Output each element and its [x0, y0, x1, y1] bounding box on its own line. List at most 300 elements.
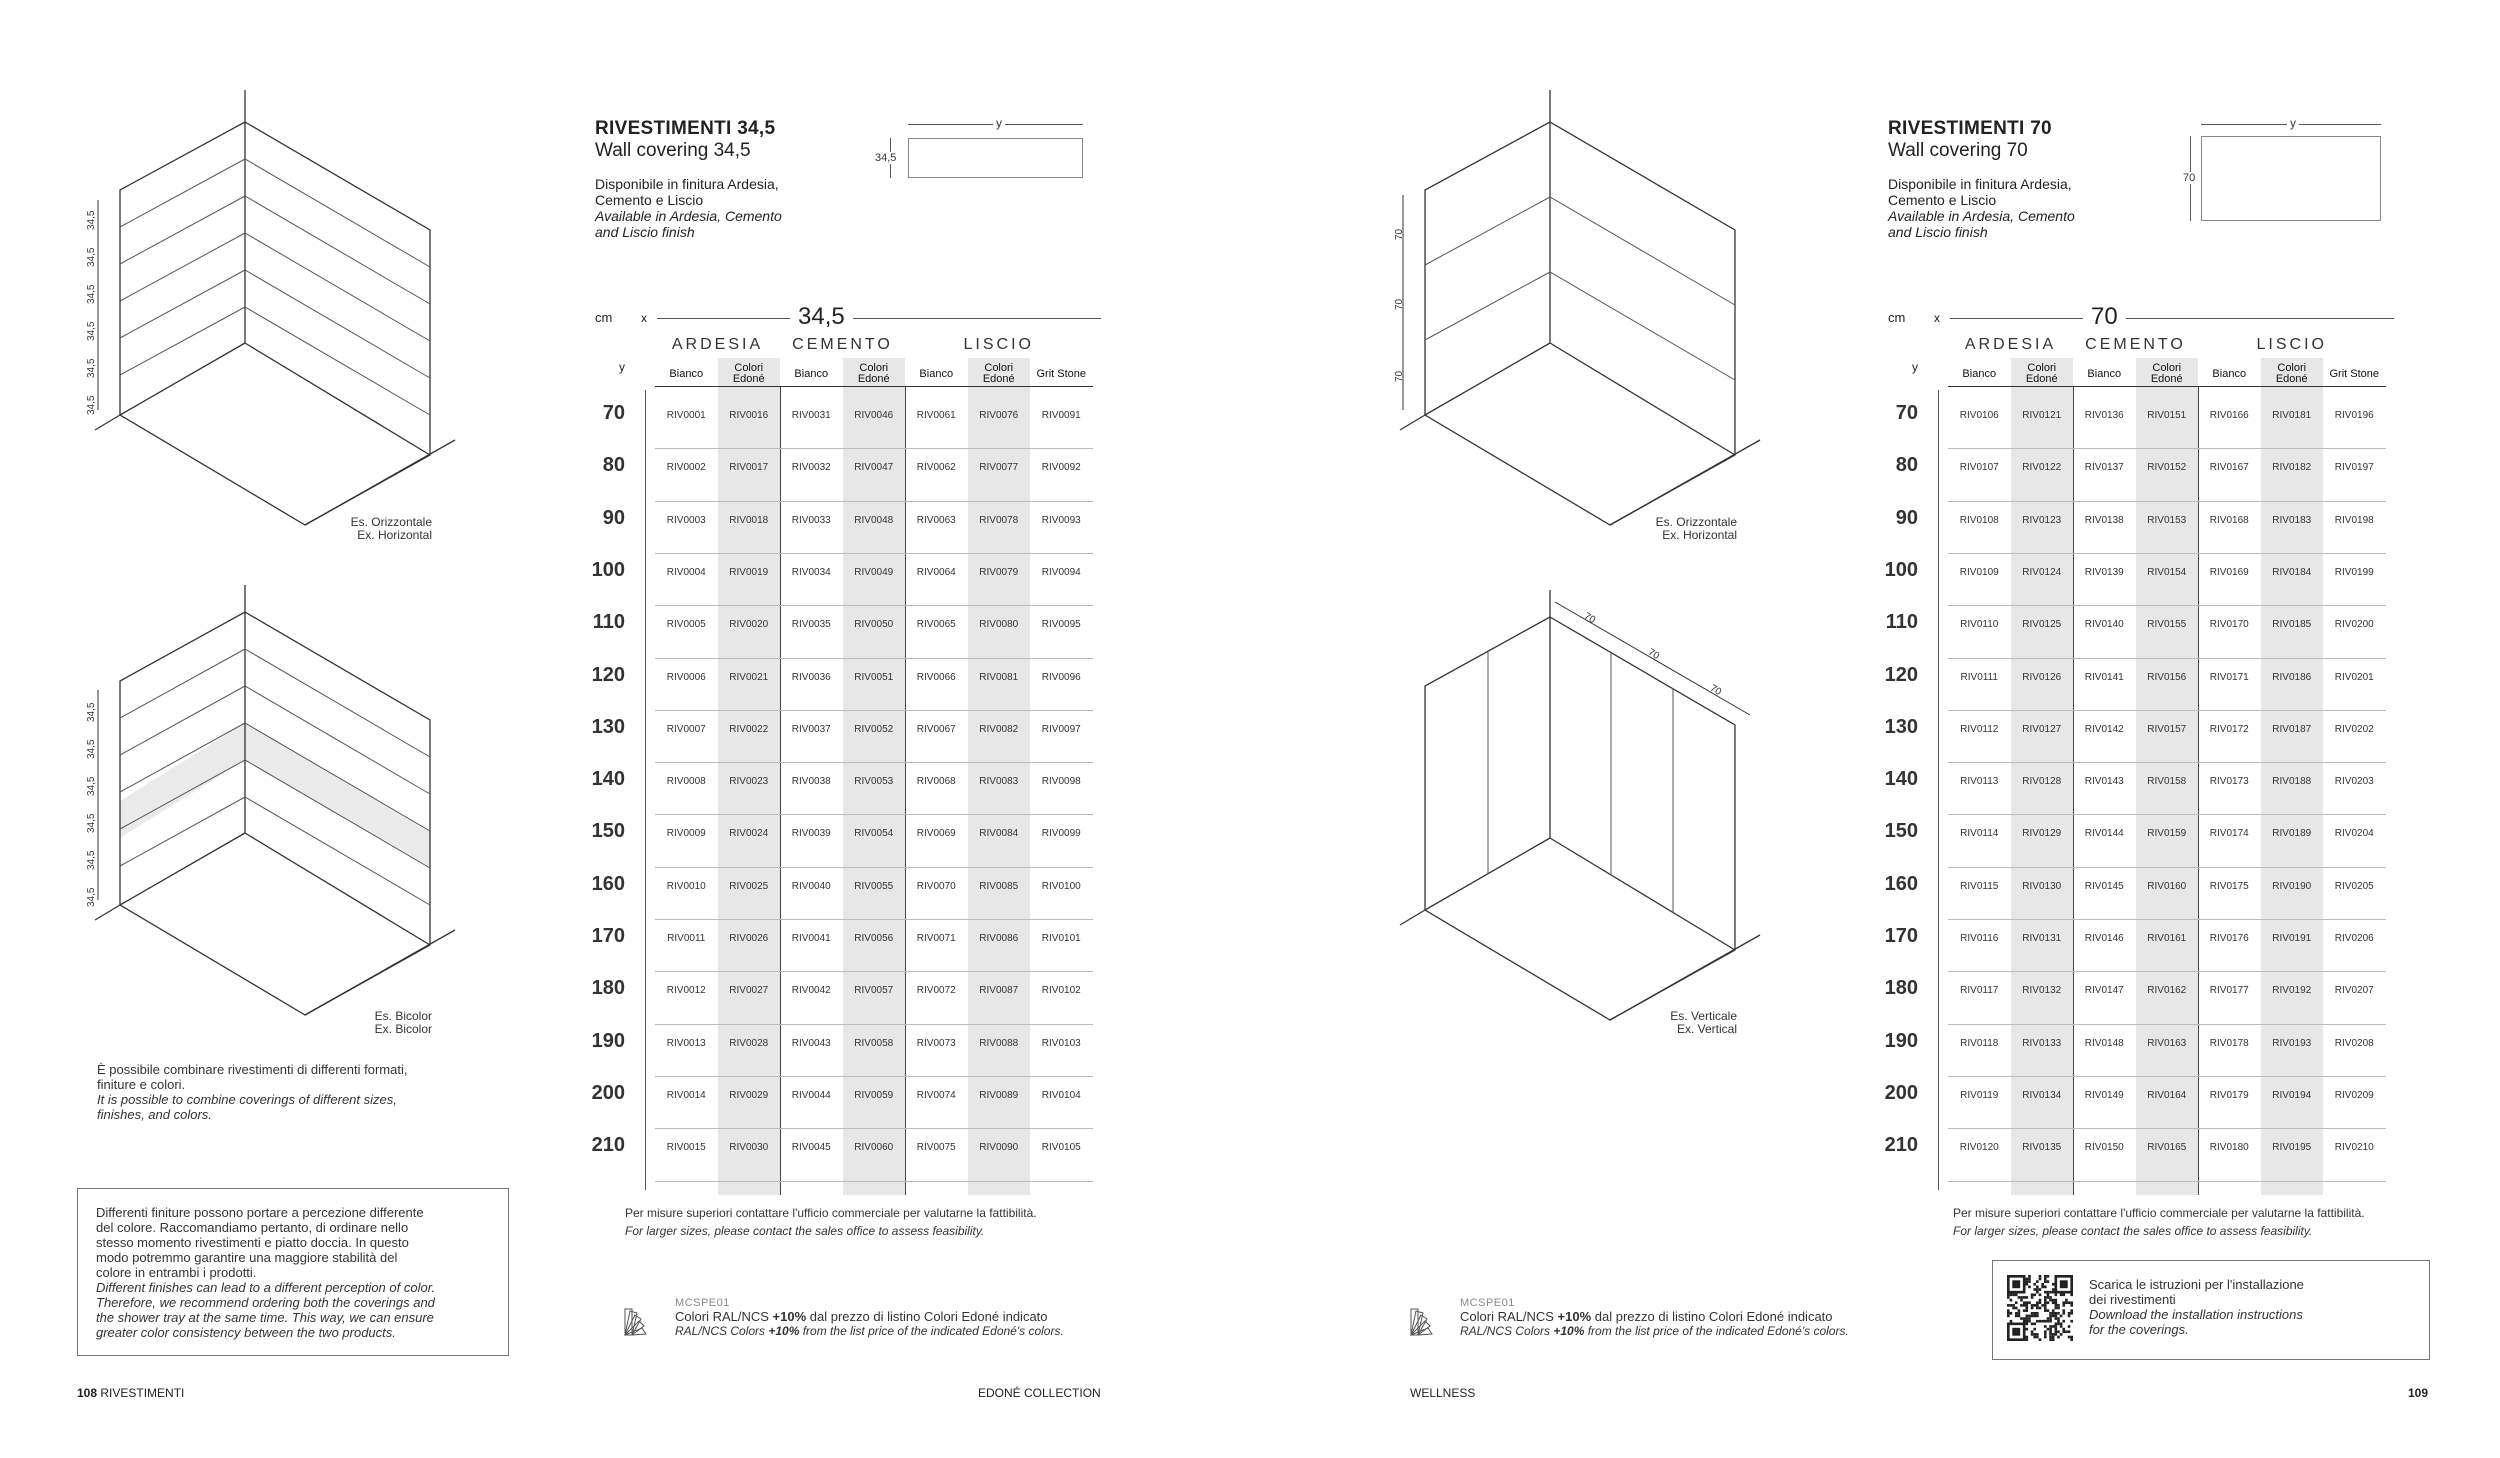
product-code-cell: RIV0080: [979, 619, 1019, 631]
product-code-cell: RIV0031: [791, 410, 831, 421]
product-code-cell: RIV0030: [729, 1142, 769, 1154]
product-code-cell: RIV0161: [2147, 933, 2187, 944]
product-code-cell: RIV0147: [2084, 985, 2124, 997]
product-code-cell: RIV0072: [916, 985, 956, 997]
product-code-cell: RIV0100: [1041, 880, 1081, 892]
product-code-cell: RIV0165: [2147, 1142, 2187, 1154]
column-header: Colori Edoné: [732, 362, 765, 385]
product-code-cell: RIV0002: [666, 462, 706, 474]
dim-label: 70: [1707, 682, 1724, 699]
product-code-cell: RIV0136: [2084, 410, 2124, 421]
product-code-cell: RIV0011: [667, 933, 706, 944]
column-header: Bianco: [669, 367, 704, 380]
product-code-cell: RIV0166: [2209, 410, 2249, 421]
diagram4-dim-labels: [1570, 605, 1770, 699]
product-code-cell: RIV0154: [2147, 566, 2187, 578]
product-code-cell: RIV0169: [2209, 566, 2249, 578]
product-code-cell: RIV0039: [791, 828, 831, 840]
product-code-cell: RIV0203: [2334, 776, 2374, 788]
x-axis-label: x: [1934, 311, 1940, 325]
product-code-cell: RIV0207: [2334, 985, 2374, 997]
product-code-cell: RIV0049: [854, 566, 894, 578]
dim-label: 34,5: [86, 247, 97, 267]
product-code-cell: RIV0053: [854, 776, 894, 788]
row-height-label: 70: [602, 402, 625, 424]
product-code-cell: RIV0009: [666, 828, 706, 840]
product-code-cell: RIV0149: [2084, 1089, 2124, 1101]
product-code-cell: RIV0172: [2209, 723, 2249, 735]
product-code-cell: RIV0091: [1041, 410, 1081, 421]
row-height-label: 130: [1884, 715, 1918, 738]
box-en: Different finishes can lead to a different perception of color. Therefore, we recommend ordering both the coverings and the shower tray at the same time. This way, we can ensure greater color consistency between the two products.: [96, 1280, 436, 1340]
right-header: [1888, 118, 2148, 240]
box-it: Differenti finiture possono portare a percezione differente del colore. Raccomandiamo pertanto, di ordinare nello stesso momento rivestimenti e piatto doccia. In questo modo potremmo garantire una maggiore stabilità del colore in entrambi i prodotti.: [96, 1205, 424, 1280]
product-code-cell: RIV0101: [1041, 933, 1081, 944]
product-code-cell: RIV0107: [1959, 462, 1999, 474]
page-title: RIVESTIMENTI 34,5: [595, 118, 776, 139]
finish-group-header: CEMENTO: [792, 336, 893, 353]
product-code-cell: RIV0056: [854, 933, 894, 944]
column-header: Bianco: [919, 367, 954, 380]
dim-label: 34,5: [86, 284, 97, 304]
product-code-cell: RIV0026: [729, 933, 769, 944]
product-code-cell: RIV0086: [979, 933, 1019, 944]
product-code-cell: RIV0090: [979, 1142, 1019, 1154]
combine-text: È possibile combinare rivestimenti di differenti formati, finiture e colori. It is possible to combine coverings of different sizes, finishes, and colors.: [97, 1062, 408, 1122]
product-code-cell: RIV0079: [979, 566, 1019, 578]
product-code-cell: RIV0016: [729, 410, 769, 421]
product-code-cell: RIV0095: [1041, 619, 1081, 631]
row-height-label: 150: [1884, 820, 1918, 843]
product-code-cell: RIV0007: [666, 723, 706, 735]
row-height-label: 70: [1895, 402, 1918, 424]
tile-dimension-right: y 70: [2175, 116, 2415, 226]
product-code-cell: RIV0109: [1959, 566, 1999, 578]
product-code-cell: RIV0120: [1959, 1142, 1999, 1154]
product-code-cell: RIV0196: [2334, 410, 2374, 421]
product-code-cell: RIV0184: [2272, 566, 2312, 578]
column-header: Bianco: [794, 367, 829, 380]
product-code-cell: RIV0204: [2334, 828, 2374, 840]
diagram-horizontal-34: [80, 80, 480, 550]
row-height-label: 210: [591, 1134, 625, 1157]
product-code-cell: RIV0112: [1960, 723, 1999, 735]
width-value: 34,5: [790, 303, 853, 331]
product-code-cell: RIV0029: [729, 1089, 769, 1101]
page-number: 108: [77, 1386, 98, 1400]
product-code-cell: RIV0027: [729, 985, 769, 997]
product-code-cell: RIV0192: [2272, 985, 2312, 997]
product-code-cell: RIV0068: [916, 776, 956, 788]
dim-label: 34,5: [86, 395, 97, 415]
product-code-cell: RIV0131: [2022, 933, 2062, 944]
product-code-cell: RIV0160: [2147, 880, 2187, 892]
color-fan-icon: [1408, 1305, 1438, 1339]
product-code-cell: RIV0113: [1960, 776, 1999, 788]
product-code-cell: RIV0082: [979, 723, 1019, 735]
dim-label: 34,5: [86, 739, 97, 759]
row-height-label: 90: [602, 506, 625, 529]
row-height-label: 200: [591, 1081, 625, 1104]
product-code-cell: RIV0024: [729, 828, 769, 840]
finish-group-header: LISCIO: [963, 336, 1034, 353]
row-height-label: 110: [1885, 611, 1918, 634]
row-height-label: 140: [591, 768, 625, 791]
diagram-horizontal-70: [1385, 80, 1785, 550]
product-code-cell: RIV0198: [2334, 514, 2374, 526]
product-code-cell: RIV0063: [916, 514, 956, 526]
product-code-cell: RIV0062: [916, 462, 956, 474]
width-value: 70: [2083, 303, 2126, 331]
product-code-cell: RIV0084: [979, 828, 1019, 840]
product-code-cell: RIV0128: [2022, 776, 2062, 788]
product-code-cell: RIV0148: [2084, 1037, 2124, 1049]
size-note-left: Per misure superiori contattare l'ufficio commerciale per valutarne la fattibilità. For larger sizes, please contact the sales office to assess feasibility.: [625, 1206, 1037, 1238]
product-code-cell: RIV0187: [2272, 723, 2312, 735]
product-code-cell: RIV0177: [2209, 985, 2249, 997]
tile-dimension-left: y 34,5: [875, 116, 1095, 186]
dim-label: 34,5: [86, 358, 97, 378]
product-code-cell: RIV0005: [666, 619, 706, 631]
download-instructions-box[interactable]: Scarica le istruzioni per l'installazione dei rivestimenti Download the installation instructions for the coverings.: [1992, 1260, 2430, 1360]
row-height-label: 120: [591, 663, 625, 686]
caption-horizontal-70: Es. Orizzontale Ex. Horizontal: [1655, 515, 1737, 542]
row-height-label: 210: [1884, 1134, 1918, 1157]
section-name: RIVESTIMENTI: [100, 1386, 185, 1400]
product-code-cell: RIV0093: [1041, 514, 1081, 526]
product-code-cell: RIV0052: [854, 723, 894, 735]
caption-horizontal: Es. Orizzontale Ex. Horizontal: [350, 515, 432, 542]
dim-label: 34,5: [86, 321, 97, 341]
finish-group-header: LISCIO: [2256, 336, 2327, 353]
product-code-cell: RIV0168: [2209, 514, 2249, 526]
product-code-cell: RIV0071: [916, 933, 956, 944]
product-code-cell: RIV0209: [2334, 1089, 2374, 1101]
dim-label: 34,5: [86, 850, 97, 870]
product-code-cell: RIV0156: [2147, 671, 2187, 683]
product-code-cell: RIV0036: [791, 671, 831, 683]
product-code-cell: RIV0044: [791, 1089, 831, 1101]
product-code-cell: RIV0104: [1041, 1089, 1081, 1101]
product-code-cell: RIV0153: [2147, 514, 2187, 526]
product-code-cell: RIV0190: [2272, 880, 2312, 892]
column-header: Colori Edoné: [2275, 362, 2308, 385]
x-axis-label: x: [641, 311, 647, 325]
product-code-cell: RIV0141: [2084, 671, 2124, 683]
product-code-cell: RIV0059: [854, 1089, 894, 1101]
product-code-cell: RIV0206: [2334, 933, 2374, 944]
product-code-cell: RIV0208: [2334, 1037, 2374, 1049]
column-header: Colori Edoné: [2025, 362, 2058, 385]
product-code-cell: RIV0126: [2022, 671, 2062, 683]
product-code-cell: RIV0042: [791, 985, 831, 997]
row-height-label: 190: [1884, 1029, 1918, 1052]
product-code-cell: RIV0151: [2147, 410, 2187, 421]
product-code-cell: RIV0186: [2272, 671, 2312, 683]
caption-vertical: Es. Verticale Ex. Vertical: [1670, 1009, 1737, 1036]
product-code-cell: RIV0189: [2272, 828, 2312, 840]
product-code-cell: RIV0006: [666, 671, 706, 683]
row-height-label: 150: [591, 820, 625, 843]
product-code-cell: RIV0179: [2209, 1089, 2249, 1101]
product-code-cell: RIV0105: [1041, 1142, 1081, 1154]
product-code-cell: RIV0017: [729, 462, 769, 474]
product-code-cell: RIV0193: [2272, 1037, 2312, 1049]
row-height-label: 200: [1884, 1081, 1918, 1104]
product-code-cell: RIV0102: [1041, 985, 1081, 997]
product-code-cell: RIV0157: [2147, 723, 2187, 735]
product-code-cell: RIV0074: [916, 1089, 956, 1101]
product-code-cell: RIV0023: [729, 776, 769, 788]
product-code-cell: RIV0199: [2334, 566, 2374, 578]
diagram-bicolor: [80, 575, 480, 1035]
size-note-right: Per misure superiori contattare l'ufficio commerciale per valutarne la fattibilità. For larger sizes, please contact the sales office to assess feasibility.: [1953, 1206, 2365, 1238]
table-right: [1868, 300, 2428, 1180]
product-code-cell: RIV0122: [2022, 462, 2062, 474]
product-code-cell: RIV0178: [2209, 1037, 2249, 1049]
product-code-cell: RIV0155: [2147, 619, 2187, 631]
product-code-cell: RIV0025: [729, 880, 769, 892]
product-code-cell: RIV0146: [2084, 933, 2124, 944]
product-code-cell: RIV0067: [916, 723, 956, 735]
row-height-label: 120: [1884, 663, 1918, 686]
product-code-cell: RIV0010: [666, 880, 706, 892]
product-code-cell: RIV0083: [979, 776, 1019, 788]
product-code-cell: RIV0210: [2334, 1142, 2374, 1154]
qr-code-icon[interactable]: [2007, 1275, 2073, 1341]
product-code-cell: RIV0129: [2022, 828, 2062, 840]
product-code-cell: RIV0118: [1960, 1037, 1999, 1049]
product-code-cell: RIV0119: [1960, 1089, 1999, 1101]
y-axis-label: y: [619, 360, 625, 374]
page-subtitle: Wall covering 70: [1888, 140, 2028, 161]
dim-label: 70: [1394, 370, 1405, 382]
color-fan-icon: [622, 1305, 652, 1339]
diagram1-dim-labels: [86, 200, 106, 420]
product-code-cell: RIV0003: [666, 514, 706, 526]
product-code-cell: RIV0065: [916, 619, 956, 631]
product-code-cell: RIV0092: [1041, 462, 1081, 474]
column-header: Bianco: [2087, 367, 2122, 380]
page-subtitle: Wall covering 34,5: [595, 140, 751, 161]
page-title: RIVESTIMENTI 70: [1888, 118, 2052, 139]
product-code-cell: RIV0174: [2209, 828, 2249, 840]
product-code-cell: RIV0188: [2272, 776, 2312, 788]
product-code-cell: RIV0013: [666, 1037, 706, 1049]
section-name: WELLNESS: [1410, 1386, 1476, 1400]
product-code-cell: RIV0185: [2272, 619, 2312, 631]
product-code-cell: RIV0004: [666, 566, 706, 578]
unit-label: cm: [595, 310, 613, 325]
product-code-cell: RIV0034: [791, 566, 831, 578]
product-code-cell: RIV0125: [2022, 619, 2062, 631]
product-code-cell: RIV0197: [2334, 462, 2374, 474]
product-code-cell: RIV0182: [2272, 462, 2312, 474]
product-code-cell: RIV0028: [729, 1037, 769, 1049]
product-code-cell: RIV0032: [791, 462, 831, 474]
product-code-cell: RIV0043: [791, 1037, 831, 1049]
product-code-cell: RIV0135: [2022, 1142, 2062, 1154]
product-code-cell: RIV0114: [1960, 828, 1999, 840]
row-height-label: 170: [1884, 925, 1918, 947]
product-code-cell: RIV0041: [791, 933, 831, 944]
product-code-cell: RIV0164: [2147, 1089, 2187, 1101]
product-code-cell: RIV0057: [854, 985, 894, 997]
row-height-label: 80: [1895, 454, 1918, 477]
product-code-cell: RIV0130: [2022, 880, 2062, 892]
dim-label: 70: [1645, 646, 1662, 663]
product-code-cell: RIV0075: [916, 1142, 956, 1154]
product-code-cell: RIV0066: [916, 671, 956, 683]
product-code-cell: RIV0077: [979, 462, 1019, 474]
product-code-cell: RIV0132: [2022, 985, 2062, 997]
row-height-label: 180: [591, 977, 625, 1000]
product-code-cell: RIV0134: [2022, 1089, 2062, 1101]
dim-label: 34,5: [86, 776, 97, 796]
row-height-label: 80: [602, 454, 625, 477]
availability: Disponibile in finitura Ardesia, Cemento e Liscio Available in Ardesia, Cemento and Liscio finish: [1888, 176, 2075, 240]
product-code-cell: RIV0200: [2334, 619, 2374, 631]
product-code-cell: RIV0139: [2084, 566, 2124, 578]
product-code-cell: RIV0098: [1041, 776, 1081, 788]
footer-left: [77, 1386, 184, 1400]
product-code-cell: RIV0152: [2147, 462, 2187, 474]
product-code-cell: RIV0094: [1041, 566, 1081, 578]
product-code-cell: RIV0116: [1960, 933, 1999, 944]
product-code-cell: RIV0073: [916, 1037, 956, 1049]
product-code-cell: RIV0008: [666, 776, 706, 788]
product-code-cell: RIV0012: [666, 985, 706, 997]
product-code-cell: RIV0055: [854, 880, 894, 892]
product-code-cell: RIV0040: [791, 880, 831, 892]
product-code-cell: RIV0142: [2084, 723, 2124, 735]
table-left: [575, 300, 1105, 1180]
product-code-cell: RIV0051: [854, 671, 894, 683]
product-code-cell: RIV0183: [2272, 514, 2312, 526]
finish-group-header: CEMENTO: [2085, 336, 2186, 353]
product-code-cell: RIV0001: [666, 410, 706, 421]
product-code-cell: RIV0047: [854, 462, 894, 474]
product-code-cell: RIV0191: [2272, 933, 2312, 944]
product-code-cell: RIV0054: [854, 828, 894, 840]
column-header: Colori Edoné: [982, 362, 1015, 385]
unit-label: cm: [1888, 310, 1906, 325]
product-code-cell: RIV0087: [979, 985, 1019, 997]
product-code-cell: RIV0050: [854, 619, 894, 631]
page-number: 109: [2408, 1386, 2429, 1400]
product-code-cell: RIV0020: [729, 619, 769, 631]
product-code-cell: RIV0123: [2022, 514, 2062, 526]
product-code-cell: RIV0018: [729, 514, 769, 526]
product-code-cell: RIV0121: [2022, 410, 2062, 421]
row-height-label: 170: [591, 925, 625, 947]
product-code-cell: RIV0195: [2272, 1142, 2312, 1154]
dim-label: 34,5: [86, 702, 97, 722]
row-height-label: 180: [1884, 977, 1918, 1000]
product-code-cell: RIV0170: [2209, 619, 2249, 631]
row-height-label: 140: [1884, 768, 1918, 791]
product-code-cell: RIV0162: [2147, 985, 2187, 997]
finish-info-box: [77, 1188, 509, 1356]
product-code-cell: RIV0038: [791, 776, 831, 788]
row-height-label: 160: [591, 872, 625, 895]
product-code-cell: RIV0167: [2209, 462, 2249, 474]
dim-label: 70: [1394, 298, 1405, 310]
row-height-label: 130: [591, 715, 625, 738]
product-code-cell: RIV0110: [1960, 619, 1999, 631]
dim-label: 34,5: [86, 887, 97, 907]
product-code-cell: RIV0111: [1960, 671, 1998, 683]
product-code-cell: RIV0015: [666, 1142, 706, 1154]
collection-name: EDONÉ COLLECTION: [978, 1386, 1101, 1400]
row-height-label: 90: [1895, 506, 1918, 529]
column-header: Bianco: [2212, 367, 2247, 380]
product-code-cell: RIV0137: [2084, 462, 2124, 474]
product-code-cell: RIV0099: [1041, 828, 1081, 840]
product-code-cell: RIV0150: [2084, 1142, 2124, 1154]
product-code-cell: RIV0014: [666, 1089, 706, 1101]
product-code-cell: RIV0176: [2209, 933, 2249, 944]
product-code-cell: RIV0106: [1959, 410, 1999, 421]
product-code-cell: RIV0103: [1041, 1037, 1081, 1049]
product-code-cell: RIV0069: [916, 828, 956, 840]
product-code-cell: RIV0021: [729, 671, 769, 683]
product-code-cell: RIV0089: [979, 1089, 1019, 1101]
diagram3-dim-labels: [1394, 210, 1414, 420]
product-code-cell: RIV0078: [979, 514, 1019, 526]
product-code-cell: RIV0035: [791, 619, 831, 631]
row-height-label: 160: [1884, 872, 1918, 895]
column-header: Bianco: [1962, 367, 1997, 380]
row-height-label: 110: [592, 611, 625, 634]
product-code-cell: RIV0124: [2022, 566, 2062, 578]
finish-group-header: ARDESIA: [671, 336, 764, 353]
product-code-cell: RIV0143: [2084, 776, 2124, 788]
product-code-cell: RIV0163: [2147, 1037, 2187, 1049]
row-height-label: 100: [1884, 558, 1918, 581]
y-axis-label: y: [1912, 360, 1918, 374]
row-height-label: 100: [591, 558, 625, 581]
product-code-cell: RIV0085: [979, 880, 1019, 892]
product-code-cell: RIV0076: [979, 410, 1019, 421]
product-code-cell: RIV0048: [854, 514, 894, 526]
product-code-cell: RIV0022: [729, 723, 769, 735]
column-header: Grit Stone: [2329, 367, 2380, 380]
ral-note-right: MCSPE01 Colori RAL/NCS +10% dal prezzo di listino Colori Edoné indicato RAL/NCS Colors +10% from the list price of the indicated Edoné's colors.: [1460, 1297, 1849, 1338]
product-code-cell: RIV0019: [729, 566, 769, 578]
product-code-cell: RIV0194: [2272, 1089, 2312, 1101]
product-code-cell: RIV0037: [791, 723, 831, 735]
product-code-cell: RIV0140: [2084, 619, 2124, 631]
product-code-cell: RIV0033: [791, 514, 831, 526]
product-code-cell: RIV0070: [916, 880, 956, 892]
left-header: [595, 118, 855, 240]
diagram2-dim-labels: [86, 692, 106, 912]
product-code-cell: RIV0097: [1041, 723, 1081, 735]
column-header: Colori Edoné: [857, 362, 890, 385]
product-code-cell: RIV0045: [791, 1142, 831, 1154]
product-code-cell: RIV0181: [2272, 410, 2312, 421]
product-code-cell: RIV0202: [2334, 723, 2374, 735]
product-code-cell: RIV0138: [2084, 514, 2124, 526]
dim-label: 34,5: [86, 210, 97, 230]
product-code-cell: RIV0058: [854, 1037, 894, 1049]
product-code-cell: RIV0173: [2209, 776, 2249, 788]
product-code-cell: RIV0133: [2022, 1037, 2062, 1049]
row-height-label: 190: [591, 1029, 625, 1052]
product-code-cell: RIV0171: [2209, 671, 2249, 683]
product-code-cell: RIV0108: [1959, 514, 1999, 526]
